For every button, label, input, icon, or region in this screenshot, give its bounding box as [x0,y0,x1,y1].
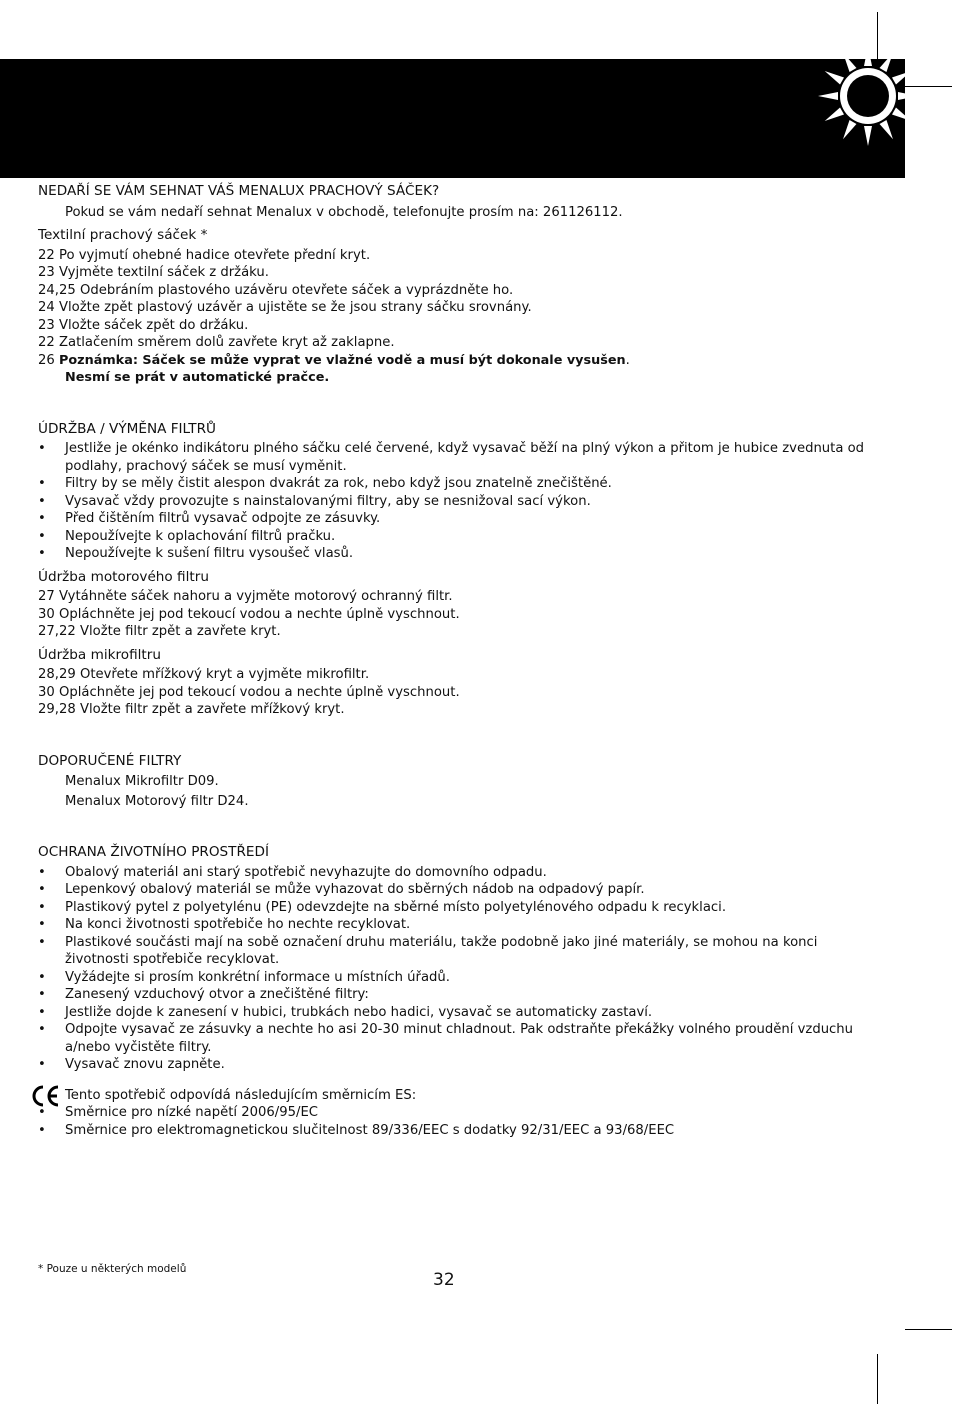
ce-mark-icon [30,1084,62,1108]
ce-section [38,1087,868,1140]
list-item: • Nepoužívejte k sušení filtru vysoušeč vlasů. [38,546,354,561]
step-item: 24 Vložte zpět plastový uzávěr a ujistěte se že jsou strany sáčku srovnány. [38,300,532,315]
environment-heading: OCHRANA ŽIVOTNÍHO PROSTŘEDÍ [38,844,269,860]
list-item: • Plastikové součásti mají na sobě označení druhu materiálu, takže podobně jako jiné materiály, se mohou na konci životnosti spotřebiče recyklovat. [38,934,818,967]
step-item: 27,22 Vložte filtr zpět a zavřete kryt. [38,624,281,639]
step-item: 22 Zatlačením směrem dolů zavřete kryt až zaklapne. [38,335,395,350]
list-item: • Před čištěním filtrů vysavač odpojte ze zásuvky. [38,511,381,526]
sun-icon [818,46,918,146]
environment-list [38,864,868,1074]
bag-not-found-text: Pokud se vám nedaří sehnat Menalux v obchodě, telefonujte prosím na: 261126112. [65,204,623,220]
step-item: 30 Opláchněte jej pod tekoucí vodou a nechte úplně vyschnout. [38,606,460,622]
list-item: • Vysavač vždy provozujte s nainstalovanými filtry, aby se nesnižoval sací výkon. [38,493,591,509]
step-item: 22 Po vyjmutí ohebné hadice otevřete přední kryt. [38,247,371,263]
note-item: 26 Poznámka: Sáček se může vyprat ve vlažné vodě a musí být dokonale vysušen. [38,352,630,368]
crop-mark-bottom-horizontal [905,1329,952,1330]
textile-bag-heading: Textilní prachový sáček * [38,227,208,243]
list-item: • Vyžádejte si prosím konkrétní informace u místních úřadů. [38,969,450,985]
step-item: 29,28 Vložte filtr zpět a zavřete mřížkový kryt. [38,702,345,717]
list-item: • Směrnice pro elektromagnetickou slučitelnost 89/336/EEC s dodatky 92/31/EEC a 93/68/EEC [38,1122,675,1138]
motor-filter-steps [38,588,868,641]
list-item: • Odpojte vysavač ze zásuvky a nechte ho asi 20-30 minut chladnout. Pak odstraňte překážky volného proudění vzduchu a/nebo vyčistěte filtry. [38,1022,854,1055]
header-band [0,59,905,178]
page-content [38,183,868,1139]
list-item: • Zanesený vzduchový otvor a znečištěné filtry: [38,987,369,1002]
step-item: 30 Opláchněte jej pod tekoucí vodou a nechte úplně vyschnout. [38,684,460,700]
list-item: • Nepoužívejte k oplachování filtrů pračku. [38,528,336,544]
list-item: • Obalový materiál ani starý spotřebič nevyhazujte do domovního odpadu. [38,864,547,880]
micro-filter-steps [38,666,868,719]
step-item: 23 Vložte sáček zpět do držáku. [38,317,249,333]
note-text: Poznámka: Sáček se může vyprat ve vlažné vodě a musí být dokonale vysušen [58,352,626,368]
motor-filter-heading: Údržba motorového filtru [38,568,209,585]
recommended-item: Menalux Motorový filtr D24. [65,793,249,809]
micro-filter-heading: Údržba mikrofiltru [38,646,161,663]
list-item: • Lepenkový obalový materiál se může vyhazovat do sběrných nádob na odpadový papír. [38,882,645,897]
list-item: • Jestliže je okénko indikátoru plného sáčku celé červené, když vysavač běží na plný výkon a přitom je hubice zvednuta od podlahy, prachový sáček se musí vyměnit. [38,441,865,474]
maintenance-heading: ÚDRŽBA / VÝMĚNA FILTRŮ [38,420,216,437]
recommended-heading: DOPORUČENÉ FILTRY [38,752,182,769]
maintenance-list [38,440,868,563]
page-number: 32 [433,1270,455,1290]
ce-intro: Tento spotřebič odpovídá následujícím směrnicím ES: [65,1087,417,1103]
step-item: 23 Vyjměte textilní sáček z držáku. [38,265,269,280]
step-item: 28,29 Otevřete mřížkový kryt a vyjměte mikrofiltr. [38,667,370,682]
list-item: • Filtry by se měly čistit alespon dvakrát za rok, nebo když jsou znatelně znečištěné. [38,476,612,491]
crop-mark-bottom-vertical [877,1354,878,1404]
note-line-2: Nesmí se prát v automatické pračce. [65,370,330,385]
list-item: • Jestliže dojde k zanesení v hubici, trubkách nebo hadici, vysavač se automaticky zastaví. [38,1004,653,1020]
list-item: • Vysavač znovu zapněte. [38,1057,225,1072]
list-item: • Směrnice pro nízké napětí 2006/95/EC [38,1105,318,1120]
textile-bag-steps [38,247,868,387]
step-item: 24,25 Odebráním plastového uzávěru otevřete sáček a vyprázdněte ho. [38,282,514,298]
bag-not-found-heading: NEDAŘÍ SE VÁM SEHNAT VÁŠ MENALUX PRACHOVÝ SÁČEK? [38,183,440,199]
step-item: 27 Vytáhněte sáček nahoru a vyjměte motorový ochranný filtr. [38,589,453,604]
footnote: * Pouze u některých modelů [38,1263,187,1275]
list-item: • Na konci životnosti spotřebiče ho nechte recyklovat. [38,917,411,932]
list-item: • Plastikový pytel z polyetylénu (PE) odevzdejte na sběrné místo polyetylénového odpadu k recyklaci. [38,899,727,915]
recommended-item: Menalux Mikrofiltr D09. [65,774,219,789]
